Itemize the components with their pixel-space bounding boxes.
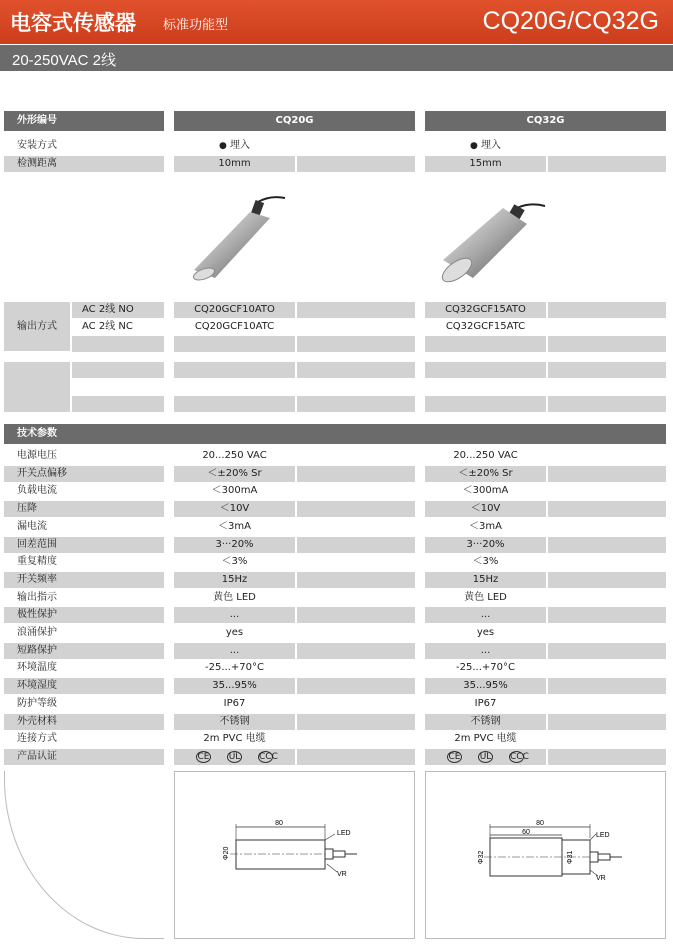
cert-marks-cq20g bbox=[174, 749, 295, 765]
tech-params-header: 技术参数 bbox=[4, 424, 666, 444]
empty-drawing-area bbox=[4, 771, 164, 939]
tech-param-value-cq32g: -25...+70°C bbox=[425, 660, 546, 676]
empty-cell bbox=[72, 336, 164, 352]
tech-param-value-cq32g: 35...95% bbox=[425, 678, 546, 694]
empty-cell bbox=[297, 336, 415, 352]
tech-param-value-cq32g: ＜3% bbox=[425, 554, 546, 570]
output-type-no: AC 2线 NO bbox=[72, 302, 164, 318]
distance-value-cq32g: 15mm bbox=[425, 156, 546, 172]
empty-cell bbox=[548, 590, 666, 606]
empty-cell bbox=[548, 731, 666, 747]
empty-cell bbox=[174, 396, 295, 412]
empty-cell bbox=[297, 625, 415, 641]
empty-cell bbox=[548, 156, 666, 172]
cq32g-length-label: 80 bbox=[536, 820, 544, 827]
tech-param-label: 浪涌保护 bbox=[4, 625, 164, 641]
empty-cell bbox=[72, 396, 164, 412]
empty-cell bbox=[425, 362, 546, 378]
tech-param-value-cq32g: yes bbox=[425, 625, 546, 641]
empty-cell bbox=[297, 643, 415, 659]
empty-cell bbox=[548, 396, 666, 412]
cert-marks-cq32g bbox=[425, 749, 546, 765]
empty-cell bbox=[174, 362, 295, 378]
tech-param-value-cq20g: 黄色 LED bbox=[174, 590, 295, 606]
tech-param-value-cq32g: IP67 bbox=[425, 696, 546, 712]
cq20g-diameter-label: Φ20 bbox=[223, 846, 230, 860]
empty-cell bbox=[297, 749, 415, 765]
cq32g-led-label: LED bbox=[596, 832, 610, 839]
output-type-nc: AC 2线 NC bbox=[72, 319, 164, 335]
empty-cell bbox=[548, 572, 666, 588]
install-label: 安装方式 bbox=[4, 138, 164, 154]
tech-param-label: 产品认证 bbox=[4, 749, 164, 765]
col-header-cq20g: CQ20G bbox=[174, 111, 415, 131]
distance-label: 检测距离 bbox=[4, 156, 164, 172]
cq32g-drawing-svg bbox=[426, 772, 665, 938]
tech-param-value-cq20g: ... bbox=[174, 607, 295, 623]
empty-cell bbox=[72, 362, 164, 378]
empty-cell bbox=[4, 362, 70, 412]
cq32g-diameter-label: Φ32 bbox=[478, 850, 485, 864]
tech-param-label: 开关频率 bbox=[4, 572, 164, 588]
cq20g-led-label: LED bbox=[337, 830, 351, 837]
empty-cell bbox=[548, 537, 666, 553]
tech-param-label: 环境湿度 bbox=[4, 678, 164, 694]
tech-param-label: 开关点偏移 bbox=[4, 466, 164, 482]
tech-param-value-cq20g: ... bbox=[174, 643, 295, 659]
page-title: 电容式传感器 bbox=[10, 11, 136, 35]
empty-cell bbox=[297, 448, 415, 464]
cert-ccc-icon: CCC bbox=[259, 752, 278, 762]
cert-ul-icon: UL bbox=[479, 752, 492, 762]
output-model-cq20g-no: CQ20GCF10ATO bbox=[174, 302, 295, 318]
empty-cell bbox=[548, 519, 666, 535]
install-text-cq32g: 埋入 bbox=[481, 140, 502, 151]
tech-param-value-cq32g: 2m PVC 电缆 bbox=[425, 731, 546, 747]
tech-param-value-cq20g: ＜3mA bbox=[174, 519, 295, 535]
output-model-cq32g-nc: CQ32GCF15ATC bbox=[425, 319, 546, 335]
tech-param-value-cq32g: ... bbox=[425, 643, 546, 659]
empty-cell bbox=[297, 537, 415, 553]
shape-label: 外形编号 bbox=[4, 111, 164, 131]
empty-cell bbox=[297, 678, 415, 694]
cq32g-vr-label: VR bbox=[596, 875, 606, 882]
install-value-cq20g: ● 埋入 bbox=[174, 138, 295, 154]
empty-cell bbox=[297, 607, 415, 623]
model-title: CQ20G/CQ32G bbox=[482, 7, 659, 35]
tech-param-value-cq32g: 15Hz bbox=[425, 572, 546, 588]
tech-param-value-cq20g: 15Hz bbox=[174, 572, 295, 588]
tech-param-label: 短路保护 bbox=[4, 643, 164, 659]
cq32g-thread-label: Φ31 bbox=[567, 850, 574, 864]
empty-cell bbox=[548, 607, 666, 623]
empty-cell bbox=[548, 466, 666, 482]
install-text-cq20g: 埋入 bbox=[230, 140, 251, 151]
empty-cell bbox=[548, 660, 666, 676]
tech-param-value-cq20g: 20...250 VAC bbox=[174, 448, 295, 464]
empty-cell bbox=[548, 501, 666, 517]
tech-param-value-cq20g: ＜3% bbox=[174, 554, 295, 570]
tech-param-label: 负载电流 bbox=[4, 483, 164, 499]
cq20g-vr-label: VR bbox=[337, 871, 347, 878]
tech-param-value-cq32g: ＜10V bbox=[425, 501, 546, 517]
tech-param-label: 防护等级 bbox=[4, 696, 164, 712]
tech-param-label: 外壳材料 bbox=[4, 714, 164, 730]
empty-cell bbox=[297, 554, 415, 570]
voltage-band-text: 20-250VAC 2线 bbox=[12, 52, 116, 69]
empty-cell bbox=[548, 302, 666, 318]
tech-param-label: 极性保护 bbox=[4, 607, 164, 623]
empty-cell bbox=[297, 156, 415, 172]
tech-param-label: 漏电流 bbox=[4, 519, 164, 535]
empty-cell bbox=[548, 483, 666, 499]
tech-param-value-cq32g: 20...250 VAC bbox=[425, 448, 546, 464]
tech-param-value-cq20g: 不锈钢 bbox=[174, 714, 295, 730]
cert-ce-icon: CE bbox=[448, 752, 461, 762]
tech-param-label: 重复精度 bbox=[4, 554, 164, 570]
tech-param-label: 回差范围 bbox=[4, 537, 164, 553]
tech-param-value-cq20g: ＜±20% Sr bbox=[174, 466, 295, 482]
empty-cell bbox=[425, 336, 546, 352]
empty-cell bbox=[548, 362, 666, 378]
tech-param-value-cq32g: 3···20% bbox=[425, 537, 546, 553]
empty-cell bbox=[297, 714, 415, 730]
distance-value-cq20g: 10mm bbox=[174, 156, 295, 172]
empty-cell bbox=[548, 696, 666, 712]
tech-param-value-cq32g: ＜3mA bbox=[425, 519, 546, 535]
empty-cell bbox=[297, 731, 415, 747]
output-model-cq32g-no: CQ32GCF15ATO bbox=[425, 302, 546, 318]
tech-param-value-cq32g: ＜±20% Sr bbox=[425, 466, 546, 482]
tech-param-value-cq32g: ... bbox=[425, 607, 546, 623]
cert-ce-icon: CE bbox=[197, 752, 210, 762]
cq20g-length-label: 80 bbox=[275, 820, 283, 827]
dimension-drawing-cq32g bbox=[425, 771, 666, 939]
tech-param-value-cq20g: yes bbox=[174, 625, 295, 641]
tech-param-label: 电源电压 bbox=[4, 448, 164, 464]
empty-cell bbox=[548, 643, 666, 659]
tech-param-label: 环境温度 bbox=[4, 660, 164, 676]
tech-param-value-cq20g: 2m PVC 电缆 bbox=[174, 731, 295, 747]
tech-param-value-cq20g: ＜300mA bbox=[174, 483, 295, 499]
tech-param-label: 压降 bbox=[4, 501, 164, 517]
tech-param-value-cq32g: 黄色 LED bbox=[425, 590, 546, 606]
cert-ul-icon: UL bbox=[228, 752, 241, 762]
empty-cell bbox=[425, 396, 546, 412]
empty-cell bbox=[297, 572, 415, 588]
dimension-drawing-cq20g bbox=[174, 771, 415, 939]
empty-cell bbox=[548, 714, 666, 730]
tech-param-value-cq32g: ＜300mA bbox=[425, 483, 546, 499]
tech-param-label: 输出指示 bbox=[4, 590, 164, 606]
product-image-cq32g bbox=[425, 190, 555, 290]
empty-cell bbox=[297, 660, 415, 676]
tech-param-value-cq20g: IP67 bbox=[174, 696, 295, 712]
cert-ccc-icon: CCC bbox=[510, 752, 529, 762]
col-header-cq32g: CQ32G bbox=[425, 111, 666, 131]
page-subtitle: 标准功能型 bbox=[163, 18, 229, 33]
install-value-cq32g: ● 埋入 bbox=[425, 138, 546, 154]
empty-cell bbox=[297, 396, 415, 412]
empty-cell bbox=[548, 749, 666, 765]
empty-cell bbox=[548, 336, 666, 352]
tech-param-label: 连接方式 bbox=[4, 731, 164, 747]
tech-param-value-cq20g: 3···20% bbox=[174, 537, 295, 553]
tech-param-value-cq20g: -25...+70°C bbox=[174, 660, 295, 676]
tech-param-value-cq20g: 35...95% bbox=[174, 678, 295, 694]
empty-cell bbox=[297, 466, 415, 482]
empty-cell bbox=[297, 483, 415, 499]
product-image-cq20g bbox=[180, 190, 300, 290]
tech-param-value-cq32g: 不锈钢 bbox=[425, 714, 546, 730]
empty-cell bbox=[548, 554, 666, 570]
output-model-cq20g-nc: CQ20GCF10ATC bbox=[174, 319, 295, 335]
empty-cell bbox=[297, 302, 415, 318]
empty-cell bbox=[297, 590, 415, 606]
empty-cell bbox=[174, 336, 295, 352]
empty-cell bbox=[548, 625, 666, 641]
empty-cell bbox=[297, 519, 415, 535]
empty-cell bbox=[548, 448, 666, 464]
tech-param-value-cq20g: ＜10V bbox=[174, 501, 295, 517]
output-label: 输出方式 bbox=[4, 302, 70, 351]
cq20g-drawing-svg bbox=[175, 772, 414, 938]
empty-cell bbox=[548, 678, 666, 694]
empty-cell bbox=[297, 501, 415, 517]
cq32g-inner-label: 60 bbox=[522, 829, 530, 836]
empty-cell bbox=[297, 362, 415, 378]
empty-cell bbox=[297, 696, 415, 712]
